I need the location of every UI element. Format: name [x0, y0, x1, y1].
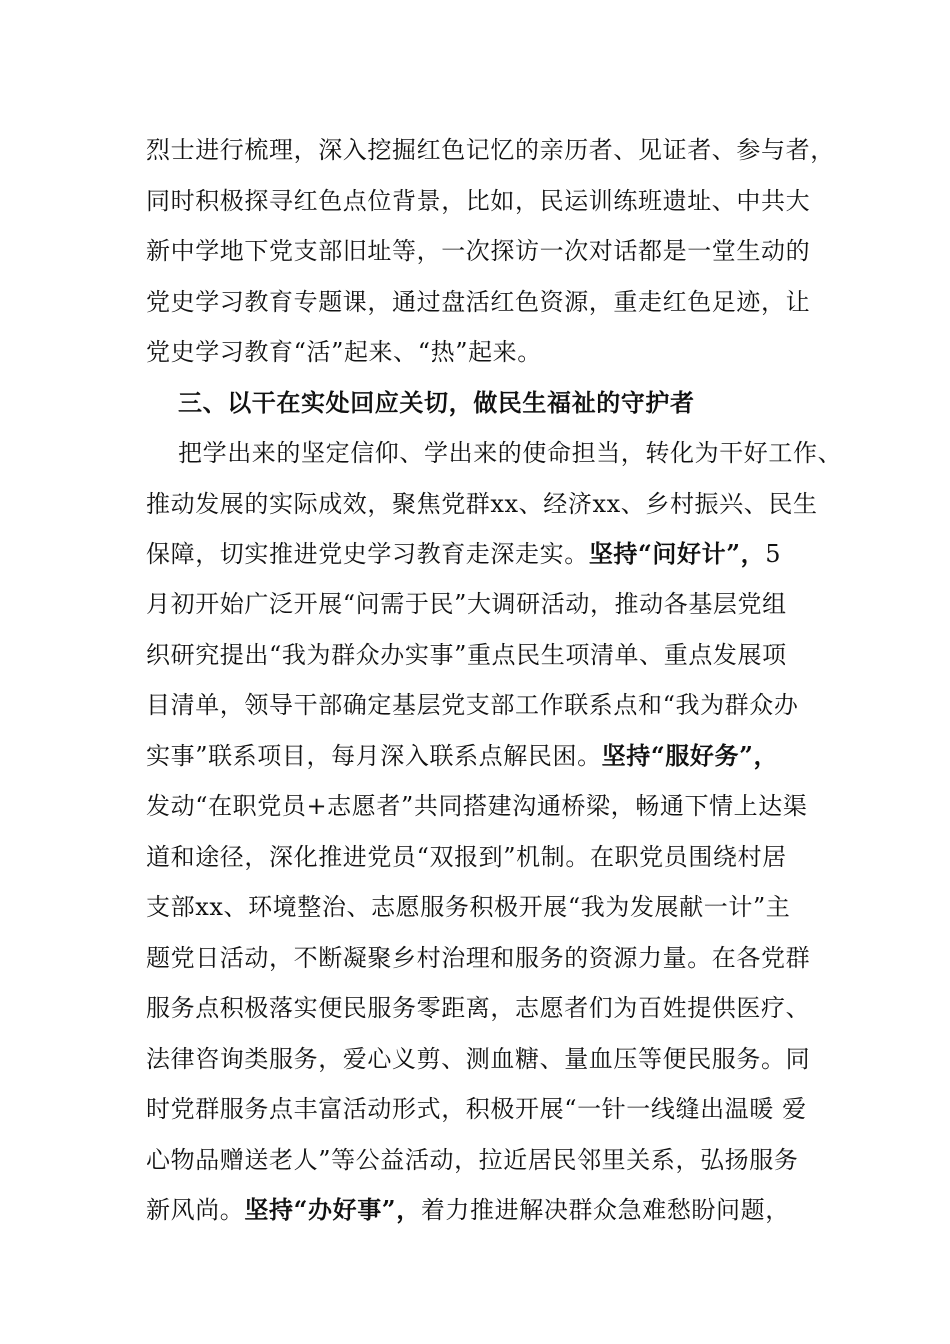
text-run: 保障，切实推进党史学习教育走深走实。	[146, 540, 589, 568]
text-run: 新中学地下党支部旧址等，一次探访一次对话都是一堂生动的	[146, 237, 811, 265]
text-run: 题党日活动，不断凝聚乡村治理和服务的资源力量。在各党群	[146, 944, 811, 972]
text-run: 5	[765, 540, 782, 568]
bold-text-run: 坚持“服好务”，	[601, 741, 779, 770]
body-text-line	[146, 337, 542, 367]
bold-text-run: 坚持“问好计”，	[588, 539, 766, 568]
body-text-line	[146, 943, 810, 973]
text-run: 烈士进行梳理，深入挖掘红色记忆的亲历者、见证者、参与者，	[146, 136, 835, 164]
body-text-line	[146, 236, 810, 266]
body-text-line	[146, 539, 781, 569]
text-run: 织研究提出“我为群众办实事”重点民生项清单、重点发展项	[146, 641, 787, 669]
bold-text-run: 坚持“办好事”，	[244, 1195, 421, 1224]
text-run: 支部xx、环境整治、志愿服务积极开展“我为发展献一计”主	[146, 893, 791, 921]
body-text-line	[146, 489, 818, 519]
text-run: 着力推进解决群众急难愁盼问题，	[420, 1196, 790, 1224]
text-run: 法律咨询类服务，爱心义剪、测血糖、量血压等便民服务。同	[146, 1045, 811, 1073]
text-run: 道和途径，深化推进党员“双报到”机制。在职党员围绕村居	[146, 843, 787, 871]
body-text-line	[146, 589, 787, 619]
body-text-line	[146, 1145, 798, 1175]
body-text-line	[146, 842, 787, 872]
text-run: 目清单，领导干部确定基层党支部工作联系点和“我为群众办	[146, 691, 799, 719]
body-text-line	[146, 791, 807, 821]
body-text-line	[146, 741, 778, 771]
text-run: 时党群服务点丰富活动形式，积极开展“一针一线缝出温暖 爱	[146, 1095, 807, 1123]
paragraph-first-line	[178, 438, 842, 468]
text-run: 党史学习教育“活”起来、“热”起来。	[146, 338, 542, 366]
section-heading	[178, 388, 695, 418]
body-text-line	[146, 993, 810, 1023]
text-run: 同时积极探寻红色点位背景，比如，民运训练班遗址、中共大	[146, 187, 811, 215]
text-run: 党史学习教育专题课，通过盘活红色资源，重走红色足迹，让	[146, 288, 811, 316]
body-text-line	[146, 1044, 810, 1074]
text-run: 推动发展的实际成效，聚焦党群xx、经济xx、乡村振兴、民生	[146, 490, 818, 518]
body-text-line	[146, 1195, 790, 1225]
body-text-line	[146, 135, 835, 165]
body-text-line	[146, 1094, 807, 1124]
body-text-line	[146, 690, 798, 720]
heading-text: 三、以干在实处回应关切，做民生福祉的守护者	[178, 389, 695, 417]
text-run: 发动“在职党员+志愿者”共同搭建沟通桥梁，畅通下情上达渠	[146, 792, 808, 820]
text-run: 服务点积极落实便民服务零距离，志愿者们为百姓提供医疗、	[146, 994, 811, 1022]
body-text-line	[146, 892, 790, 922]
text-run: 新风尚。	[146, 1196, 245, 1224]
body-text-line	[146, 287, 810, 317]
text-run: 把学出来的坚定信仰、学出来的使命担当，转化为干好工作、	[178, 439, 843, 467]
body-text-line	[146, 640, 787, 670]
text-run: 实事”联系项目，每月深入联系点解民困。	[146, 742, 602, 770]
text-run: 心物品赠送老人”等公益活动，拉近居民邻里关系，弘扬服务	[146, 1146, 799, 1174]
text-run: 月初开始广泛开展“问需于民”大调研活动，推动各基层党组	[146, 590, 787, 618]
body-text-line	[146, 186, 810, 216]
